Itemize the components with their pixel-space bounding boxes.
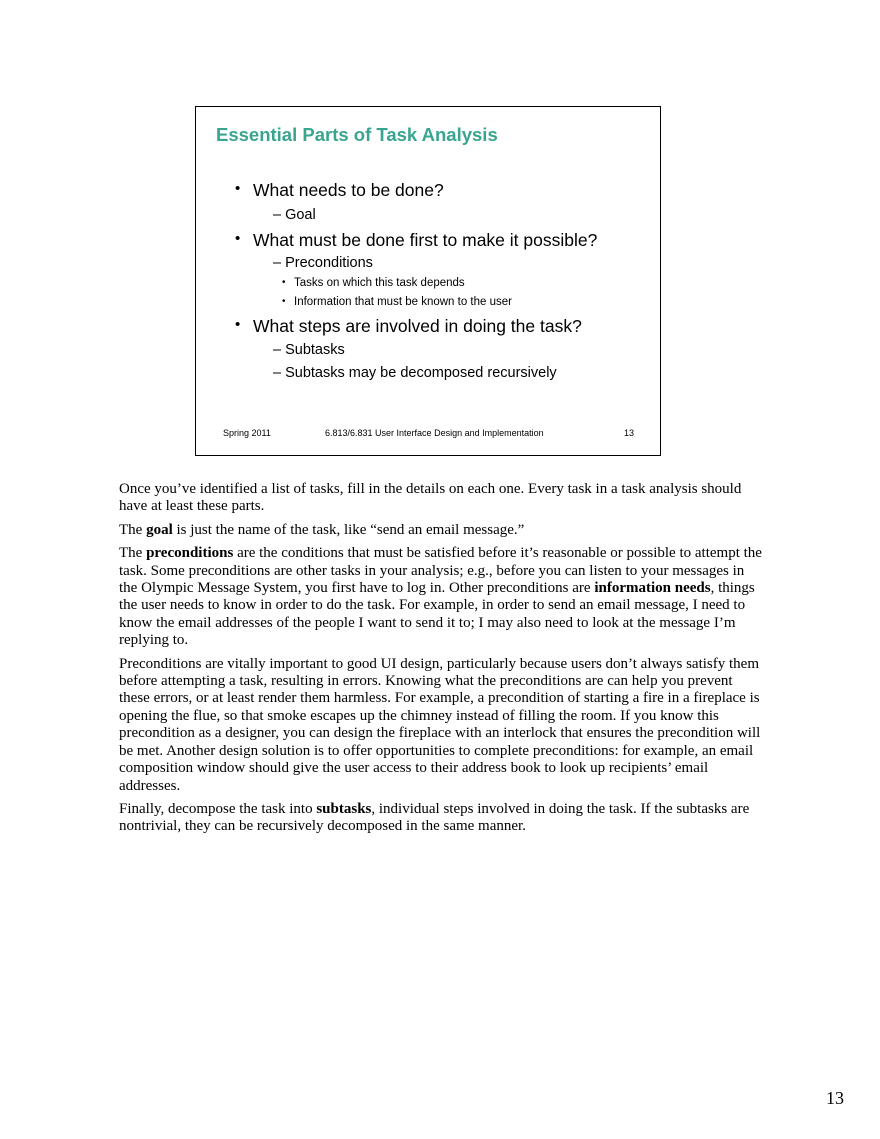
notes-text: Finally, decompose the task into [119, 800, 317, 817]
term-subtasks: subtasks [316, 800, 372, 817]
sub-bullet-goal-text: Goal [285, 207, 316, 223]
slide-footer-number: 13 [624, 428, 635, 438]
slide-footer-date: Spring 2011 [223, 428, 271, 438]
sub-sub-bullet-tasks-depends: • Tasks on which this task depends [294, 277, 465, 289]
dash: – [273, 255, 282, 271]
dash: – [273, 365, 282, 381]
notes-text: , individual steps involved in doing the task. If the subtasks are nontrivial, they can be recursively decomposed in the same manner. [119, 800, 750, 835]
sub-bullet-goal [273, 207, 316, 223]
notes-paragraph-5 [119, 801, 764, 836]
lecture-notes [119, 481, 764, 842]
notes-text: The [119, 521, 147, 538]
sub-bullet-subtasks [273, 342, 345, 358]
notes-text: are the conditions that must be satisfied before it’s reasonable or possible to attempt the task. Some preconditions are other tasks in your analysis; e.g., before you can listen to your messages in the Olympic Message System, you first have to log in. Other preconditions are [119, 545, 762, 597]
notes-paragraph-3 [119, 545, 764, 649]
notes-paragraph-2 [119, 522, 764, 539]
notes-paragraph-1: Once you’ve identified a list of tasks, fill in the details on each one. Every task in a task analysis should have at least these parts. [119, 481, 742, 515]
dash: – [273, 342, 282, 358]
sub-bullet-recursive [273, 365, 557, 381]
sub-bullet-subtasks-text: Subtasks [285, 342, 345, 358]
notes-text: , things the user needs to know in order to do the task. For example, in order to send an email message, I need to know the email addresses of the people I want to send it to; I may also need to look at the message I’m replying to. [119, 580, 755, 649]
notes-paragraph-4: Preconditions are vitally important to good UI design, particularly because users don’t always satisfy them before attempting a task, resulting in errors. Knowing what the preconditions are can help you prevent these errors, or at least render them harmless. For example, a precondition of starting a fire in a fireplace is opening the flue, so that smoke escapes up the chimney instead of filling the room. If you know this precondition as a designer, you can design the fireplace with an interlock that ensures the precondition will be met. Another design solution is to offer opportunities to complete preconditions: for example, an email composition window should give the user access to their address book to look up recipients’ email addresses. [119, 655, 761, 794]
slide-frame [195, 106, 661, 456]
slide-title: Essential Parts of Task Analysis [216, 124, 498, 145]
term-information-needs: information needs [594, 580, 711, 597]
notes-text: The [119, 545, 147, 562]
term-preconditions: preconditions [146, 545, 234, 562]
sub-sub-bullet-information: • Information that must be known to the user [294, 296, 512, 308]
term-goal: goal [146, 521, 173, 538]
bullet-what-needs-done: • What needs to be done? [253, 180, 444, 201]
notes-text: is just the name of the task, like “send an email message.” [172, 521, 525, 538]
sub-bullet-recursive-text: Subtasks may be decomposed recursively [285, 365, 557, 381]
page-number: 13 [826, 1088, 844, 1108]
dash: – [273, 207, 282, 223]
sub-bullet-preconditions [273, 255, 373, 271]
slide-footer-course: 6.813/6.831 User Interface Design and Implementation [325, 428, 544, 438]
bullet-what-first: • What must be done first to make it possible? [253, 230, 597, 251]
sub-bullet-preconditions-text: Preconditions [285, 255, 373, 271]
bullet-what-steps: • What steps are involved in doing the task? [253, 316, 582, 337]
